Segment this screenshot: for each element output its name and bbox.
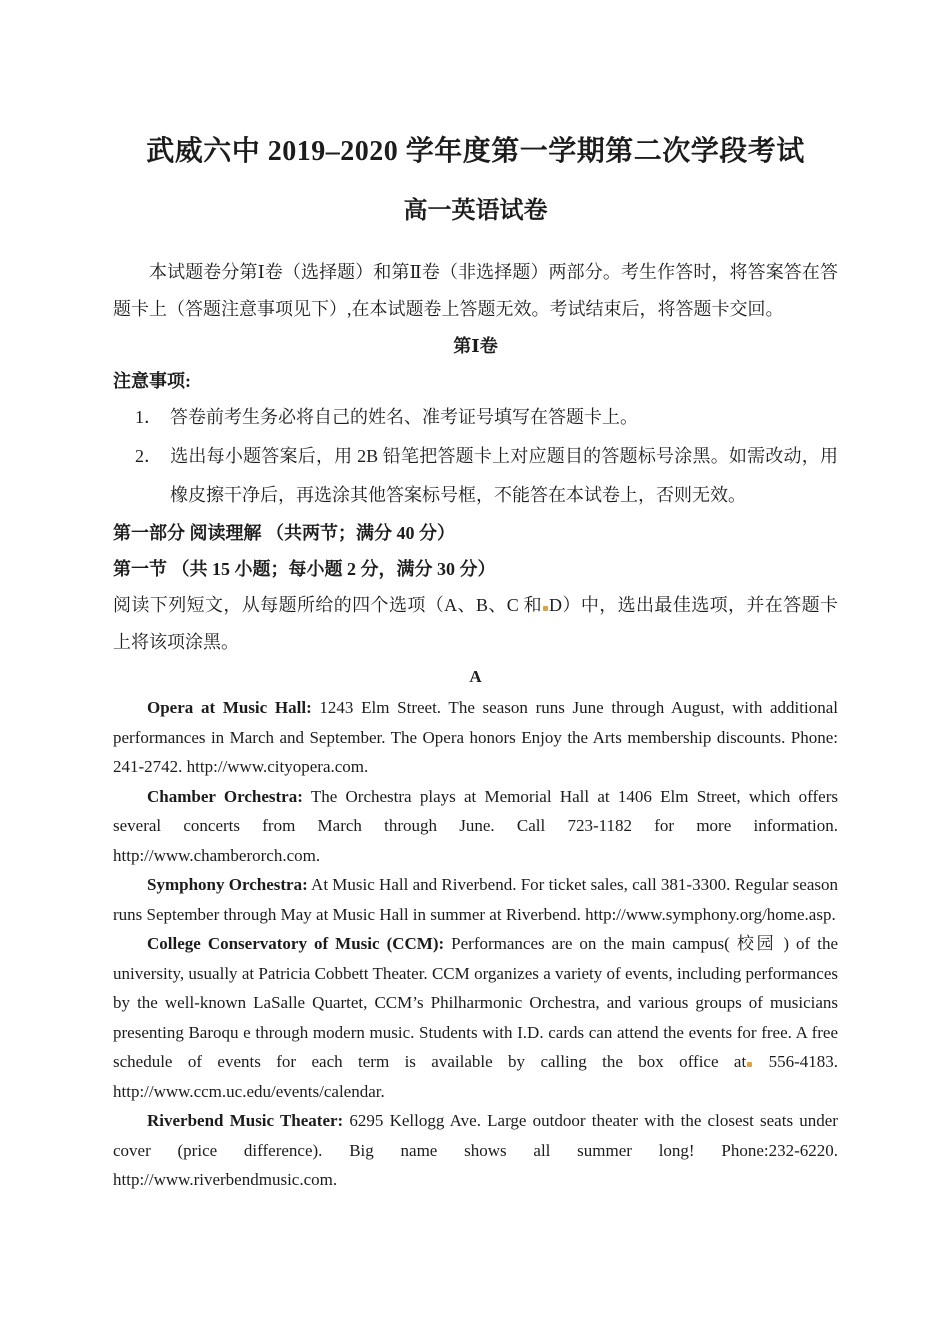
notice-heading: 注意事项: <box>113 371 191 391</box>
passage-paragraph-chamber <box>113 782 838 871</box>
venue-description: 1243 Elm Street. The season runs June through August, with additional performances in March and September. The Opera honors Enjoy the Arts membership discounts. Phone: 241-2742. http://www.cityopera.com. <box>113 698 838 776</box>
venue-name: Riverbend Music Theater: <box>147 1111 344 1130</box>
notice-item-1 <box>135 398 838 437</box>
exam-title: 武威六中 2019–2020 学年度第一学期第二次学段考试 <box>146 136 805 167</box>
instruction-text-after-dot: D）中，选出最佳选项，并在答题卡上将该项涂黑。 <box>113 595 838 652</box>
exam-subtitle: 高一英语试卷 <box>403 198 548 224</box>
instruction-text-before-dot: 阅读下列短文，从每题所给的四个选项（A、B、C 和 <box>113 595 543 615</box>
intro-paragraph: 本试题卷分第Ⅰ卷（选择题）和第Ⅱ卷（非选择题）两部分。考生作答时，将答案答在答题卡上（答题注意事项见下）,在本试题卷上答题无效。考试结束后，将答题卡交回。 <box>113 262 838 319</box>
passage-paragraph-riverbend <box>113 1106 838 1195</box>
notice-item-2 <box>135 437 838 515</box>
venue-description-continued: 556-4183. http://www.ccm.uc.edu/events/calendar. <box>113 1052 838 1101</box>
passage-paragraph-opera <box>113 693 838 782</box>
notice-text: 选出每小题答案后，用 2B 铅笔把答题卡上对应题目的答题标号涂黑。如需改动，用橡皮擦干净后，再选涂其他答案标号框，不能答在本试卷上，否则无效。 <box>170 446 838 505</box>
venue-name: Chamber Orchestra: <box>147 786 303 806</box>
section-instruction <box>113 587 838 661</box>
passage-paragraph-symphony <box>113 870 838 929</box>
notice-number: 1． <box>135 407 162 427</box>
notice-number: 2． <box>135 446 162 466</box>
passage-paragraph-ccm <box>113 929 838 1106</box>
passage-a-body <box>113 693 838 1195</box>
venue-name: Symphony Orchestra: <box>147 875 308 894</box>
venue-description: Performances are on the main campus( 校园 ) of the university, usually at Patricia Cobbett Theater. CCM organizes a variety of events, including performances by the well-known LaSalle Quartet, CCM’s Philharmonic Orchestra, and various groups of musicians presenting Baroqu e through modern music. Students with I.D. cards can attend the events for free. A free schedule of events for each term is available by calling the box office at <box>113 934 838 1071</box>
venue-description: The Orchestra plays at Memorial Hall at 1406 Elm Street, which offers several concerts from March through June. Call 723-1182 for more information. http://www.chamberorch.com. <box>113 786 839 865</box>
part-one-heading: 第一部分 阅读理解 （共两节；满分 40 分） <box>113 523 455 543</box>
venue-description: At Music Hall and Riverbend. For ticket sales, call 381-3300. Regular season runs September through May at Music Hall in summer at Riverbend. http://www.symphony.org/home.asp. <box>113 875 838 924</box>
volume-heading: 第Ⅰ卷 <box>453 336 498 356</box>
venue-name: College Conservatory of Music (CCM): <box>147 934 445 953</box>
notice-text: 答卷前考生务必将自己的姓名、准考证号填写在答题卡上。 <box>170 407 638 427</box>
spellcheck-dot-icon <box>543 606 548 611</box>
venue-description: 6295 Kellogg Ave. Large outdoor theater with the closest seats under cover (price difference). Big name shows all summer long! Phone:232-6220. http://www.riverbendmusic.com. <box>113 1111 838 1189</box>
passage-a-label: A <box>469 667 482 686</box>
section-one-heading: 第一节 （共 15 小题；每小题 2 分，满分 30 分） <box>113 559 496 579</box>
venue-name: Opera at Music Hall: <box>147 698 312 717</box>
spellcheck-dot-icon <box>747 1062 752 1067</box>
